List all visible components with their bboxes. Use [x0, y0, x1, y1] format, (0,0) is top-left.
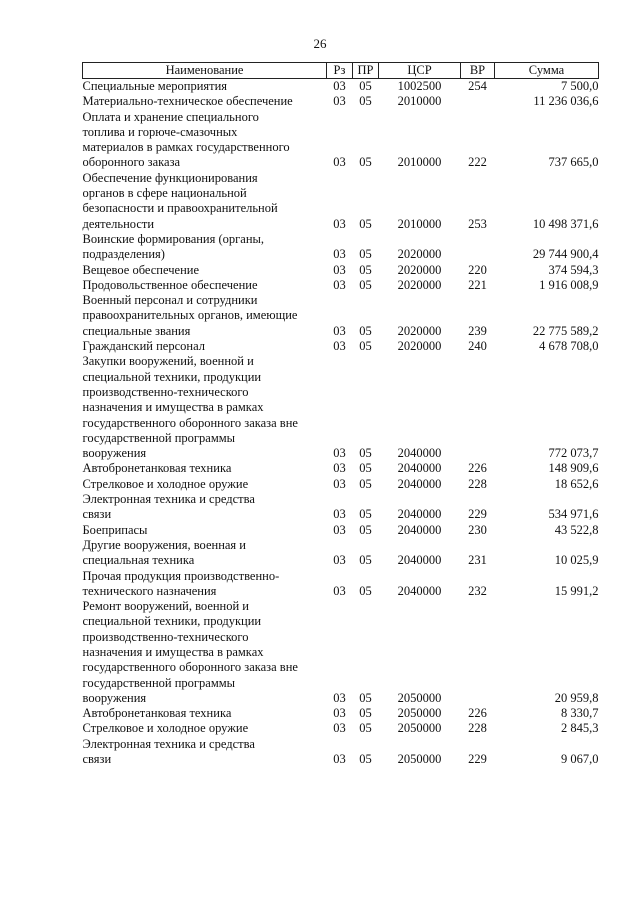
row-name-line: Военный персонал и сотрудники — [82, 293, 258, 308]
row-vr: 253 — [468, 216, 487, 231]
row-name-line: Стрелковое и холодное оружие — [82, 476, 249, 491]
row-name — [83, 538, 327, 569]
row-vr: 229 — [468, 507, 487, 522]
row-vr: 226 — [468, 461, 487, 476]
table-row — [83, 706, 599, 721]
row-name-line: государственной программы — [82, 675, 236, 690]
row-csr: 2050000 — [397, 721, 442, 736]
table-header — [83, 63, 599, 79]
row-csr: 2040000 — [397, 461, 442, 476]
row-name-line: назначения и имущества в рамках — [82, 644, 264, 659]
row-csr: 2050000 — [397, 706, 442, 721]
row-sum: 534 971,6 — [548, 507, 599, 522]
row-rz: 03 — [333, 522, 346, 537]
row-name-line: государственного оборонного заказа вне — [82, 660, 298, 675]
row-name-line: специальной техники, продукции — [82, 614, 262, 629]
row-sum: 10 025,9 — [554, 553, 599, 568]
row-name — [83, 523, 327, 538]
row-csr: 2010000 — [397, 94, 442, 109]
row-sum: 11 236 036,6 — [533, 94, 599, 109]
row-name — [83, 354, 327, 461]
row-name-line: связи — [82, 752, 112, 767]
row-rz: 03 — [333, 721, 346, 736]
row-csr: 2040000 — [397, 446, 442, 461]
table-row — [83, 569, 599, 600]
row-name — [83, 232, 327, 263]
row-name — [83, 79, 327, 95]
row-rz: 03 — [333, 262, 346, 277]
row-pr: 05 — [359, 262, 372, 277]
table-body — [83, 79, 599, 768]
row-vr: 226 — [468, 706, 487, 721]
row-pr: 05 — [359, 155, 372, 170]
row-pr: 05 — [359, 553, 372, 568]
row-pr: 05 — [359, 277, 372, 292]
row-csr: 2020000 — [397, 247, 442, 262]
row-pr: 05 — [359, 216, 372, 231]
table-row — [83, 278, 599, 293]
row-name-line: Электронная техника и средства — [82, 492, 255, 507]
row-name — [83, 492, 327, 523]
row-name — [83, 477, 327, 492]
row-name — [83, 737, 327, 768]
row-name — [83, 110, 327, 171]
row-pr: 05 — [359, 94, 372, 109]
header-name: Наименование — [83, 63, 327, 79]
table-row — [83, 492, 599, 523]
row-csr: 2010000 — [397, 155, 442, 170]
row-rz: 03 — [333, 690, 346, 705]
row-rz: 03 — [333, 476, 346, 491]
row-csr: 2040000 — [397, 507, 442, 522]
row-rz: 03 — [333, 583, 346, 598]
row-rz: 03 — [333, 247, 346, 262]
row-vr: 228 — [468, 476, 487, 491]
row-name-line: технического назначения — [82, 583, 217, 598]
page-number: 26 — [313, 36, 327, 51]
row-name-line: Специальные мероприятия — [82, 79, 228, 93]
row-sum: 10 498 371,6 — [532, 216, 599, 231]
row-name — [83, 706, 327, 721]
row-name-line: специальные звания — [82, 323, 191, 338]
row-name-line: безопасности и правоохранительной — [82, 201, 278, 216]
row-pr: 05 — [359, 752, 372, 767]
row-pr: 05 — [359, 476, 372, 491]
table-row — [83, 339, 599, 354]
row-csr: 2020000 — [397, 323, 442, 338]
row-rz: 03 — [333, 277, 346, 292]
table-row — [83, 523, 599, 538]
row-csr: 2020000 — [397, 339, 442, 354]
row-pr: 05 — [359, 507, 372, 522]
row-csr: 2050000 — [397, 690, 442, 705]
row-pr: 05 — [359, 247, 372, 262]
row-name — [83, 569, 327, 600]
row-pr: 05 — [359, 79, 372, 93]
row-name-line: связи — [82, 507, 112, 522]
row-rz: 03 — [333, 507, 346, 522]
row-pr: 05 — [359, 690, 372, 705]
row-name-line: материалов в рамках государственного — [82, 140, 290, 155]
row-vr: 232 — [468, 583, 487, 598]
row-csr: 2010000 — [397, 216, 442, 231]
header-pr: ПР — [353, 63, 379, 79]
row-pr: 05 — [359, 583, 372, 598]
row-sum: 374 594,3 — [548, 262, 599, 277]
row-pr: 05 — [359, 446, 372, 461]
row-name-line: Автобронетанковая техника — [82, 706, 232, 721]
row-name — [83, 599, 327, 706]
row-rz: 03 — [333, 155, 346, 170]
table-row — [83, 293, 599, 339]
row-csr: 2040000 — [397, 476, 442, 491]
table-row — [83, 232, 599, 263]
row-sum: 29 744 900,4 — [532, 247, 599, 262]
budget-table — [82, 62, 599, 767]
row-sum: 1 916 008,9 — [539, 277, 599, 292]
row-vr — [461, 354, 495, 461]
table-row — [83, 79, 599, 95]
row-sum: 15 991,2 — [554, 583, 599, 598]
row-vr: 240 — [468, 339, 487, 354]
row-pr: 05 — [359, 461, 372, 476]
table-row — [83, 171, 599, 232]
row-name — [83, 171, 327, 232]
row-rz: 03 — [333, 461, 346, 476]
row-name-line: Продовольственное обеспечение — [82, 277, 258, 292]
row-rz: 03 — [333, 339, 346, 354]
row-rz: 03 — [333, 79, 346, 93]
row-pr: 05 — [359, 323, 372, 338]
row-vr: 229 — [468, 752, 487, 767]
row-name-line: деятельности — [82, 216, 155, 231]
row-name — [83, 721, 327, 736]
table-row — [83, 94, 599, 109]
table-row — [83, 477, 599, 492]
row-vr: 239 — [468, 323, 487, 338]
row-name-line: Автобронетанковая техника — [82, 461, 232, 476]
row-name-line: Воинские формирования (органы, — [82, 231, 265, 246]
row-vr: 221 — [468, 277, 487, 292]
row-vr: 230 — [468, 522, 487, 537]
row-csr: 2020000 — [397, 277, 442, 292]
row-vr — [461, 94, 495, 109]
row-sum: 22 775 589,2 — [532, 323, 599, 338]
row-name-line: оборонного заказа — [82, 155, 181, 170]
row-sum: 8 330,7 — [561, 706, 599, 721]
row-csr: 2040000 — [397, 522, 442, 537]
row-rz: 03 — [333, 446, 346, 461]
row-sum: 2 845,3 — [561, 721, 599, 736]
row-name-line: Материально-техническое обеспечение — [82, 94, 293, 109]
row-name-line: государственного оборонного заказа вне — [82, 415, 298, 430]
table-row — [83, 721, 599, 736]
table-row — [83, 263, 599, 278]
row-sum: 772 073,7 — [548, 446, 599, 461]
row-name-line: Стрелковое и холодное оружие — [82, 721, 249, 736]
table-row — [83, 110, 599, 171]
row-name-line: специальная техника — [82, 553, 195, 568]
row-vr — [461, 599, 495, 706]
row-sum: 20 959,8 — [554, 690, 599, 705]
row-vr: 231 — [468, 553, 487, 568]
row-pr: 05 — [359, 522, 372, 537]
row-pr: 05 — [359, 721, 372, 736]
row-sum: 737 665,0 — [548, 155, 599, 170]
table-row — [83, 538, 599, 569]
header-csr: ЦСР — [379, 63, 461, 79]
row-name-line: Другие вооружения, военная и — [82, 537, 246, 552]
row-sum: 18 652,6 — [554, 476, 599, 491]
row-name-line: Обеспечение функционирования — [82, 170, 258, 185]
row-pr: 05 — [359, 706, 372, 721]
row-pr: 05 — [359, 339, 372, 354]
row-rz: 03 — [333, 216, 346, 231]
row-name — [83, 263, 327, 278]
row-name-line: производственно-технического — [82, 629, 249, 644]
header-sum: Сумма — [495, 63, 599, 79]
row-csr: 1002500 — [397, 79, 442, 93]
row-vr: 254 — [468, 79, 487, 93]
row-csr: 2020000 — [397, 262, 442, 277]
row-sum: 9 067,0 — [561, 752, 599, 767]
table-row — [83, 354, 599, 461]
row-rz: 03 — [333, 553, 346, 568]
header-vr: ВР — [461, 63, 495, 79]
row-name-line: производственно-технического — [82, 384, 249, 399]
row-name-line: Боеприпасы — [82, 522, 148, 537]
row-name — [83, 94, 327, 109]
row-name-line: Оплата и хранение специального — [82, 109, 259, 124]
row-sum: 43 522,8 — [554, 522, 599, 537]
row-name-line: Электронная техника и средства — [82, 736, 255, 751]
row-name-line: Вещевое обеспечение — [82, 262, 199, 277]
row-name-line: государственной программы — [82, 430, 236, 445]
row-vr: 222 — [468, 155, 487, 170]
row-rz: 03 — [333, 94, 346, 109]
row-name — [83, 278, 327, 293]
row-rz: 03 — [333, 323, 346, 338]
row-name-line: Прочая продукция производственно- — [82, 568, 280, 583]
row-name-line: Закупки вооружений, военной и — [82, 354, 254, 369]
row-name — [83, 461, 327, 476]
row-name — [83, 339, 327, 354]
row-name-line: специальной техники, продукции — [82, 369, 262, 384]
row-csr: 2040000 — [397, 553, 442, 568]
row-name-line: правоохранительных органов, имеющие — [82, 308, 298, 323]
row-name-line: вооружения — [82, 690, 147, 705]
row-name-line: топлива и горюче-смазочных — [82, 124, 238, 139]
row-vr — [461, 232, 495, 263]
table-row — [83, 599, 599, 706]
row-csr: 2050000 — [397, 752, 442, 767]
row-rz: 03 — [333, 706, 346, 721]
row-name-line: назначения и имущества в рамках — [82, 400, 264, 415]
row-vr: 220 — [468, 262, 487, 277]
row-sum: 7 500,0 — [561, 79, 599, 93]
row-sum: 148 909,6 — [548, 461, 599, 476]
row-name-line: Ремонт вооружений, военной и — [82, 599, 249, 614]
table-row — [83, 461, 599, 476]
row-name-line: вооружения — [82, 446, 147, 461]
row-name-line: подразделения) — [82, 247, 165, 262]
row-name — [83, 293, 327, 339]
row-rz: 03 — [333, 752, 346, 767]
row-name-line: органов в сфере национальной — [82, 186, 247, 201]
row-vr: 228 — [468, 721, 487, 736]
row-csr: 2040000 — [397, 583, 442, 598]
row-name-line: Гражданский персонал — [82, 339, 205, 354]
header-rz: Рз — [327, 63, 353, 79]
row-sum: 4 678 708,0 — [539, 339, 599, 354]
table-row — [83, 737, 599, 768]
